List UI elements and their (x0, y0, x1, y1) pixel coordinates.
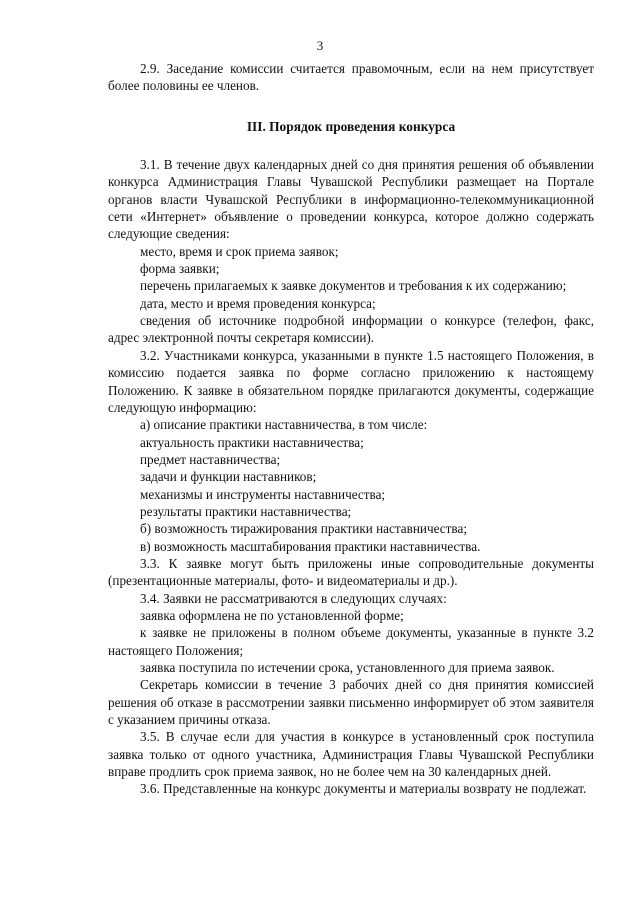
list-item: заявка поступила по истечении срока, установленного для приема заявок. (140, 660, 555, 675)
list-item: сведения об источнике подробной информации о конкурсе (телефон, факс, адрес электронной почты секретаря комиссии). (108, 313, 594, 346)
list-item: б) возможность тиражирования практики наставничества; (140, 521, 467, 537)
list-item: предмет наставничества; (140, 451, 281, 467)
list-item: а) описание практики наставничества, в том числе: (140, 417, 428, 433)
paragraph-3-2: 3.2. Участниками конкурса, указанными в пункте 1.5 настоящего Положения, в комиссию подается заявка по форме согласно приложению к настоящему Положению. К заявке в обязательном порядке прилагаются документы, содержащие следующую информацию: (108, 347, 594, 415)
paragraph-3-5: 3.5. В случае если для участия в конкурсе в установленный срок поступила заявка только от одного участника, Администрация Главы Чувашской Республики вправе продлить срок приема заявок, но не более чем на 30 календарных дней. (108, 729, 594, 780)
page-number: 3 (316, 38, 324, 53)
paragraph-secretary: Секретарь комиссии в течение 3 рабочих дней со дня принятия комиссией решения об отказе в рассмотрении заявки письменно информирует об этом заявителя с указанием причины отказа. (108, 677, 594, 728)
list-item: место, время и срок приема заявок; (140, 243, 339, 259)
paragraph-3-3: 3.3. К заявке могут быть приложены иные сопроводительные документы (презентационные материалы, фото- и видеоматериалы и др.). (108, 555, 594, 589)
list-item: дата, место и время проведения конкурса; (140, 295, 376, 311)
list-item: механизмы и инструменты наставничества; (140, 486, 386, 502)
document-body (108, 60, 594, 798)
list-item: форма заявки; (140, 261, 220, 277)
section-heading: III. Порядок проведения конкурса (246, 118, 456, 134)
list-item: заявка оформлена не по установленной форме; (140, 607, 404, 623)
list-item: актуальность практики наставничества; (140, 434, 364, 450)
paragraph-3-6: 3.6. Представленные на конкурс документы и материалы возврату не подлежат. (140, 781, 587, 797)
list-item: задачи и функции наставников; (140, 469, 317, 485)
paragraph-2-9: 2.9. Заседание комиссии считается правомочным, если на нем присутствует более половины ее членов. (108, 61, 594, 94)
list-item: результаты практики наставничества; (140, 503, 352, 519)
paragraph-3-4: 3.4. Заявки не рассматриваются в следующих случаях: (140, 590, 447, 606)
list-item: перечень прилагаемых к заявке документов и требования к их содержанию; (140, 278, 567, 294)
list-item: в) возможность масштабирования практики наставничества. (140, 538, 481, 554)
list-item: к заявке не приложены в полном объеме документы, указанные в пункте 3.2 настоящего Положения; (108, 625, 594, 658)
paragraph-3-1: 3.1. В течение двух календарных дней со дня принятия решения об объявлении конкурса Администрация Главы Чувашской Республики размещает на Портале органов власти Чувашской Республики в информационно-телекоммуникационной сети «Интернет» объявление о проведении конкурса, которое должно содержать следующие сведения: (108, 157, 594, 242)
